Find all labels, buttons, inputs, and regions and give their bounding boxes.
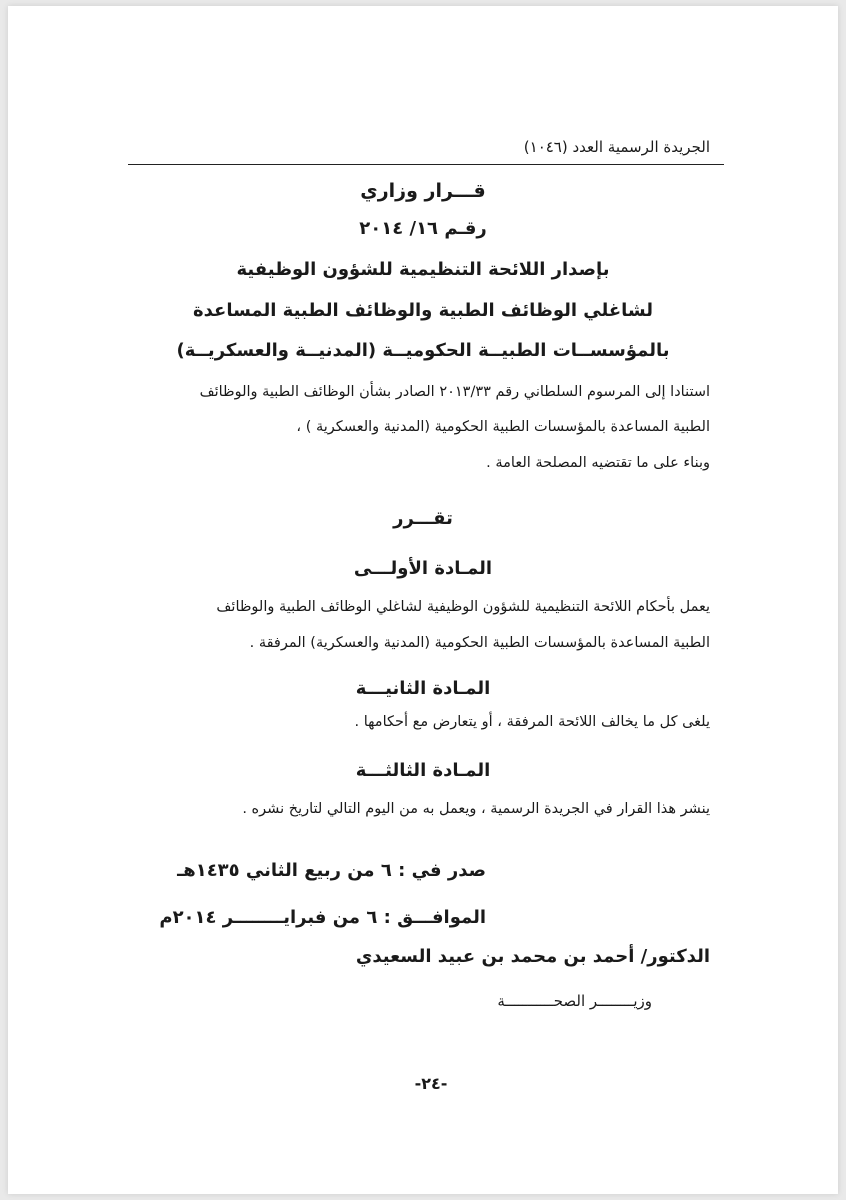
article-1-line-2: الطبية المساعدة بالمؤسسات الطبية الحكومية (المدنية والعسكرية) المرفقة . (249, 635, 710, 651)
decree-subject-line-1: بإصدار اللائحة التنظيمية للشؤون الوظيفية (236, 259, 610, 280)
preamble-line-2: الطبية المساعدة بالمؤسسات الطبية الحكومية (المدنية والعسكرية ) ، (296, 419, 710, 435)
decides-heading: تقـــرر (393, 508, 453, 529)
decree-subject-line-2: لشاغلي الوظائف الطبية والوظائف الطبية المساعدة (193, 300, 653, 321)
article-2-line-1: يلغى كل ما يخالف اللائحة المرفقة ، أو يتعارض مع أحكامها . (354, 714, 710, 730)
decree-number: رقـم ١٦/ ٢٠١٤ (359, 218, 487, 239)
gazette-header (128, 136, 724, 165)
issued-date: صدر في : ٦ من ربيع الثاني ١٤٣٥هـ (177, 860, 486, 881)
gazette-issue-label: الجريدة الرسمية العدد (١٠٤٦) (523, 138, 710, 156)
signatory-name: الدكتور/ أحمد بن محمد بن عبيد السعيدي (355, 946, 710, 967)
article-3-title: المـادة الثالثـــة (355, 760, 491, 781)
preamble-line-3: وبناء على ما تقتضيه المصلحة العامة . (486, 455, 710, 471)
preamble-line-1: استنادا إلى المرسوم السلطاني رقم ٢٠١٣/٣٣ الصادر بشأن الوظائف الطبية والوظائف (199, 384, 710, 400)
decree-type-heading: قـــرار وزاري (360, 180, 486, 202)
article-2-title: المـادة الثانيـــة (355, 678, 491, 699)
document-page (8, 6, 838, 1194)
corresponding-date: الموافـــق : ٦ من فبرايــــــــر ٢٠١٤م (159, 907, 486, 928)
article-1-title: المـادة الأولـــى (353, 558, 493, 579)
article-3-line-1: ينشر هذا القرار في الجريدة الرسمية ، ويعمل به من اليوم التالي لتاريخ نشره . (242, 801, 710, 817)
article-1-line-1: يعمل بأحكام اللائحة التنظيمية للشؤون الوظيفية لشاغلي الوظائف الطبية والوظائف (216, 599, 710, 615)
decree-subject-line-3: بالمؤسســات الطبيــة الحكوميــة (المدنيــة والعسكريــة) (176, 340, 670, 361)
page-number: -٢٤- (414, 1074, 448, 1093)
signatory-position: وزيــــــــر الصحـــــــــــة (497, 992, 652, 1010)
